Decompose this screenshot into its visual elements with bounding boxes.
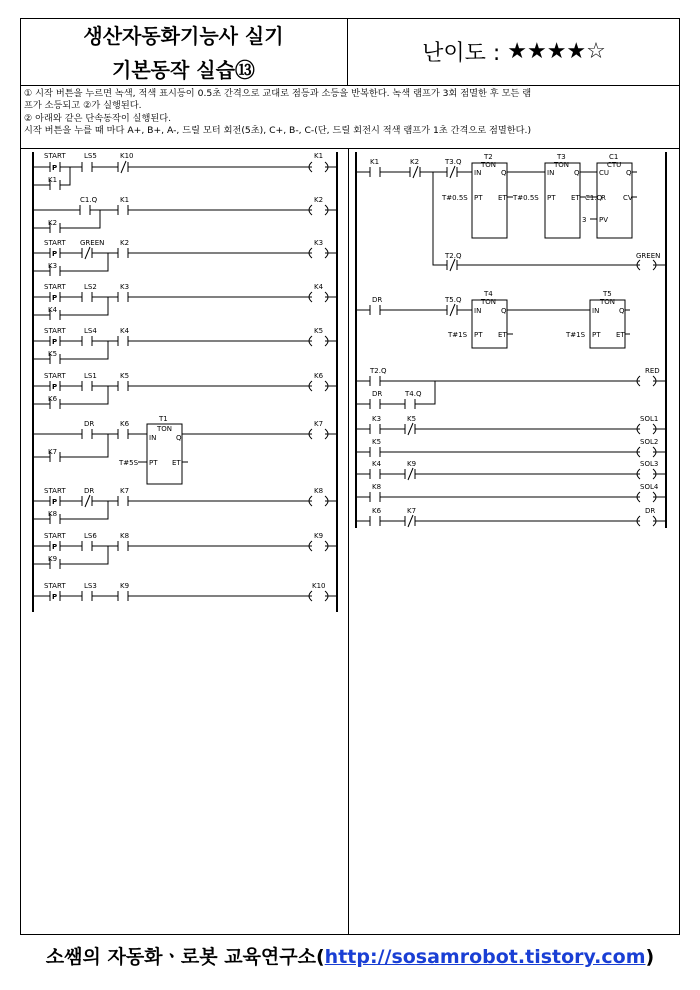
pin-label: CU [599, 169, 610, 177]
timer-type: TON [157, 425, 173, 433]
contact-label: K2 [48, 219, 58, 227]
pin-label: PT [474, 331, 483, 339]
pin-label: ET [616, 331, 625, 339]
contact-label: T3.Q [445, 158, 462, 166]
contact-label: K9 [407, 460, 417, 468]
contact-label: DR [84, 487, 95, 495]
contact-label: K7 [48, 448, 58, 456]
contact-label: GREEN [80, 239, 105, 247]
description-line: 프가 소등되고 ②가 실행된다. [24, 100, 142, 112]
contact-label: K6 [372, 507, 382, 515]
contact-label: K1 [48, 176, 58, 184]
contact-label: K4 [48, 306, 58, 314]
coil-label: K7 [314, 420, 324, 428]
coil-label: RED [645, 367, 660, 375]
timer-type: TON [481, 161, 497, 169]
pin-label: ET [571, 194, 580, 202]
svg-text:P: P [52, 498, 58, 506]
pin-label: ET [498, 194, 507, 202]
counter-preset: 3 [582, 216, 587, 224]
coil-label: K10 [312, 582, 326, 590]
coil-label: K4 [314, 283, 324, 291]
coil-label: GREEN [636, 252, 661, 260]
pin-label: IN [149, 434, 157, 442]
timer-name: T1 [159, 415, 168, 423]
footer-org: 소쌤의 자동화ㆍ로봇 교육연구소( [45, 946, 325, 968]
pin-label: PT [547, 194, 556, 202]
pin-label: Q [574, 169, 580, 177]
contact-label: K2 [120, 239, 130, 247]
svg-text:P: P [52, 338, 58, 346]
contact-label: K10 [120, 152, 134, 160]
svg-text:P: P [52, 593, 58, 601]
coil-label: K5 [314, 327, 324, 335]
coil-label: K6 [314, 372, 324, 380]
contact-label: K6 [48, 395, 58, 403]
contact-label: START [44, 532, 66, 540]
pin-label: PT [474, 194, 483, 202]
contact-label: LS1 [84, 372, 97, 380]
pin-label: PV [599, 216, 609, 224]
contact-label: K2 [410, 158, 420, 166]
title-line2: 기본동작 실습⑬ [112, 58, 255, 82]
difficulty-stars: ★★★★☆ [507, 39, 606, 64]
pin-label: R [601, 194, 606, 202]
contact-label: T4.Q [405, 390, 422, 398]
coil-label: SOL1 [640, 415, 659, 423]
pin-label: ET [498, 331, 507, 339]
counter-reset: C1.Q [585, 194, 603, 202]
coil-label: K9 [314, 532, 324, 540]
contact-label: LS6 [84, 532, 97, 540]
coil-label: K8 [314, 487, 324, 495]
coil-label: SOL4 [640, 483, 659, 491]
contact-label: K5 [407, 415, 417, 423]
pin-label: IN [474, 307, 482, 315]
contact-label: K9 [48, 555, 58, 563]
counter-name: C1 [609, 153, 619, 161]
contact-label: K5 [48, 350, 58, 358]
timer-type: TON [554, 161, 570, 169]
contact-label: LS4 [84, 327, 97, 335]
contact-label: LS2 [84, 283, 97, 291]
timer-name: T3 [557, 153, 566, 161]
pin-label: IN [592, 307, 600, 315]
timer-preset: T#5S [119, 459, 139, 467]
timer-preset: T#0.5S [513, 194, 539, 202]
coil-label: K2 [314, 196, 324, 204]
contact-label: T5.Q [445, 296, 462, 304]
pin-label: Q [626, 169, 632, 177]
contact-label: LS3 [84, 582, 97, 590]
footer-link[interactable]: http://sosamrobot.tistory.com [324, 946, 646, 968]
svg-text:P: P [52, 294, 58, 302]
contact-label: START [44, 372, 66, 380]
pin-label: PT [149, 459, 158, 467]
contact-label: K4 [120, 327, 130, 335]
contact-label: DR [372, 390, 383, 398]
timer-preset: T#1S [566, 331, 586, 339]
pin-label: PT [592, 331, 601, 339]
contact-label: K3 [372, 415, 382, 423]
timer-name: T5 [603, 290, 612, 298]
contact-label: K8 [372, 483, 382, 491]
description-line: ① 시작 버튼을 누르면 녹색, 적색 표시등이 0.5초 간격으로 교대로 점등과 소등을 반복한다. 녹색 램프가 3회 점멸한 후 모든 램 [24, 88, 532, 99]
contact-label: K8 [48, 510, 58, 518]
contact-label: LS5 [84, 152, 97, 160]
coil-label: K3 [314, 239, 324, 247]
footer [0, 942, 700, 969]
contact-label: T2.Q [445, 252, 462, 260]
coil-label: SOL2 [640, 438, 659, 446]
contact-label: DR [84, 420, 95, 428]
pin-label: IN [547, 169, 555, 177]
coil-label: DR [645, 507, 656, 515]
contact-label: DR [372, 296, 383, 304]
counter-type: CTU [607, 161, 622, 169]
svg-text:P: P [52, 543, 58, 551]
contact-label: K6 [120, 420, 130, 428]
timer-name: T2 [484, 153, 493, 161]
contact-label: K3 [120, 283, 130, 291]
pin-label: CV [623, 194, 633, 202]
timer-preset: T#0.5S [442, 194, 468, 202]
difficulty-label: 난이도 : [422, 41, 501, 66]
contact-label: K5 [120, 372, 130, 380]
contact-label: K7 [407, 507, 417, 515]
contact-label: START [44, 327, 66, 335]
timer-name: T4 [484, 290, 493, 298]
footer-close: ) [645, 946, 655, 968]
coil-label: K1 [314, 152, 324, 160]
timer-type: TON [600, 298, 616, 306]
contact-label: T2.Q [370, 367, 387, 375]
contact-label: K1 [120, 196, 130, 204]
description-line: 시작 버튼을 누를 때 마다 A+, B+, A-, 드릴 모터 회전(5초), C+, B-, C-(단, 드릴 회전시 적색 램프가 1초 간격으로 점멸한다.) [24, 124, 532, 136]
contact-label: START [44, 283, 66, 291]
svg-text:P: P [52, 164, 58, 172]
svg-text:P: P [52, 383, 58, 391]
contact-label: K5 [372, 438, 382, 446]
description-line: ② 아래와 같은 단속동작이 실행된다. [24, 112, 172, 124]
contact-label: K4 [372, 460, 382, 468]
contact-label: START [44, 152, 66, 160]
coil-label: SOL3 [640, 460, 659, 468]
pin-label: Q [501, 307, 507, 315]
contact-label: K9 [120, 582, 130, 590]
timer-preset: T#1S [448, 331, 468, 339]
pin-label: Q [501, 169, 507, 177]
pin-label: Q [619, 307, 625, 315]
pin-label: IN [474, 169, 482, 177]
pin-label: ET [172, 459, 181, 467]
contact-label: C1.Q [80, 196, 98, 204]
contact-label: START [44, 582, 66, 590]
contact-label: K8 [120, 532, 130, 540]
contact-label: START [44, 239, 66, 247]
contact-label: K3 [48, 262, 58, 270]
pin-label: Q [176, 434, 182, 442]
title-line1: 생산자동화기능사 실기 [83, 24, 284, 48]
contact-label: K7 [120, 487, 130, 495]
contact-label: START [44, 487, 66, 495]
contact-label: K1 [370, 158, 380, 166]
timer-type: TON [481, 298, 497, 306]
svg-text:P: P [52, 250, 58, 258]
